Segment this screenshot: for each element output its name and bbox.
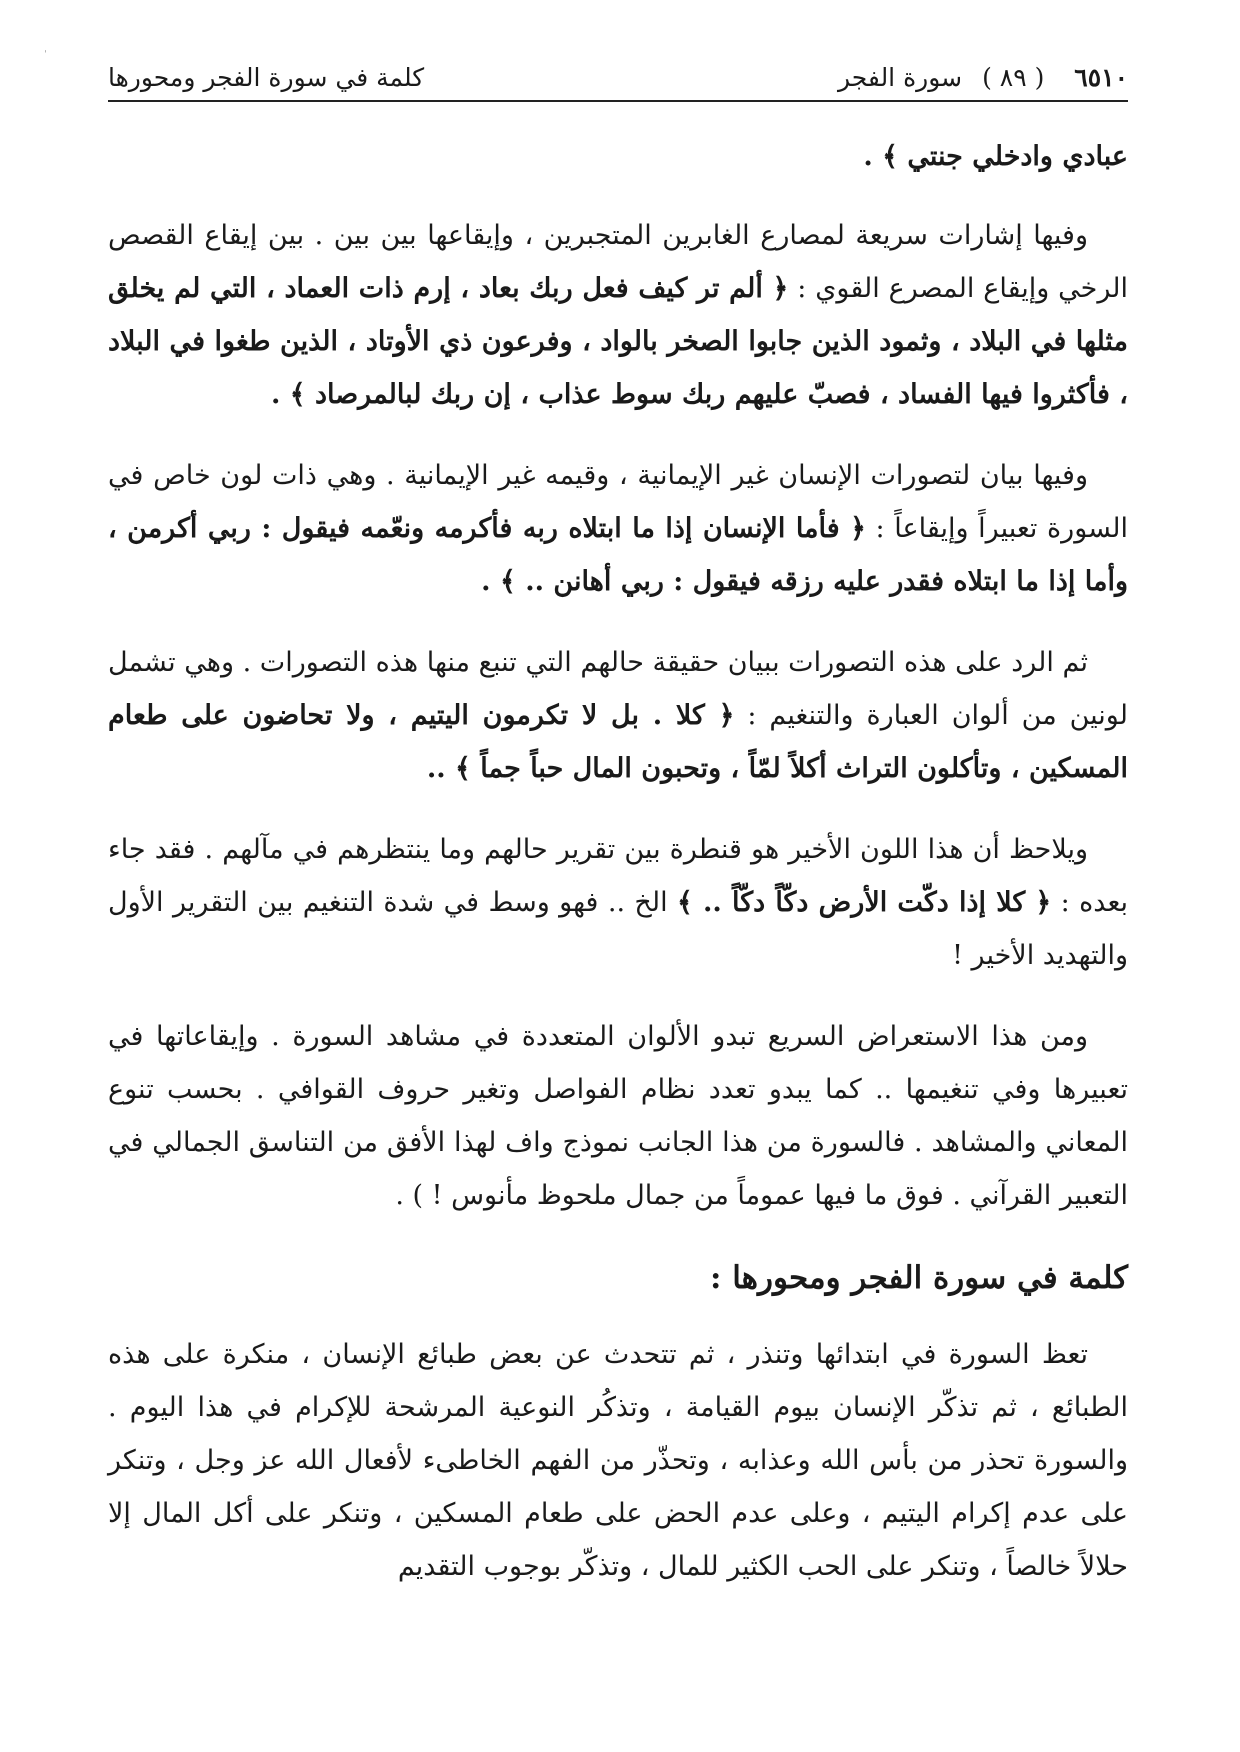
paragraph-4: [108, 636, 1128, 795]
header-page-info: [838, 56, 1128, 100]
verse-text: ﴿ كلا . بل لا تكرمون اليتيم ، ولا تحاضون على طعام المسكين ، وتأكلون التراث أكلاً لمّاً ، وتحبون المال حباً جماً ﴾ ..: [108, 700, 1128, 784]
running-header: [108, 56, 1128, 102]
sura-number: ( ٨٩ ): [982, 63, 1045, 92]
commentary-text: وفيها إشارات سريعة لمصارع الغابرين المتجبرين ، وإيقاعها بين بين . بين إيقاع القصص الرخي وإيقاع المصرع القوي :: [108, 220, 1128, 304]
sura-name: سورة الفجر: [837, 63, 963, 92]
page-content: [108, 130, 1128, 1593]
page-number: ٦٥١٠: [1074, 63, 1128, 92]
section-heading: كلمة في سورة الفجر ومحورها :: [709, 1260, 1128, 1296]
verse-text: ﴿ فأما الإنسان إذا ما ابتلاه ربه فأكرمه ونعّمه فيقول : ربي أكرمن ، وأما إذا ما ابتلاه فقدر عليه رزقه فيقول : ربي أهانن .. ﴾ .: [108, 513, 1128, 597]
scan-mark: ˈ: [44, 50, 47, 61]
paragraph-2: [108, 209, 1128, 421]
verse-text: ﴿ كلا إذا دكّت الأرض دكّاً دكّاً .. ﴾: [676, 887, 1052, 918]
commentary-text: ثم الرد على هذه التصورات ببيان حقيقة حالهم التي تنبع منها هذه التصورات . وهي تشمل لونين من ألوان العبارة والتنغيم :: [108, 647, 1128, 731]
book-page: [108, 56, 1128, 1621]
commentary-text: الخ .. فهو وسط في شدة التنغيم بين التقرير الأول والتهديد الأخير !: [108, 887, 1128, 971]
commentary-text: تعظ السورة في ابتدائها وتنذر ، ثم تتحدث عن بعض طبائع الإنسان ، منكرة على هذه الطبائع ، ثم تذكّر الإنسان بيوم القيامة ، وتذكُر النوعية المرشحة للإكرام في هذا اليوم . والسورة تحذر من بأس الله وعذابه ، وتحذّر من الفهم الخاطىء لأفعال الله عز وجل ، وتنكر على عدم إكرام اليتيم ، وعلى عدم الحض على طعام المسكين ، وتنكر على أكل المال إلا حلالاً خالصاً ، وتنكر على الحب الكثير للمال ، وتذكّر بوجوب التقديم: [108, 1339, 1128, 1582]
commentary-text: ويلاحظ أن هذا اللون الأخير هو قنطرة بين تقرير حالهم وما ينتظرهم في مآلهم . فقد جاء بعده :: [108, 834, 1129, 918]
verse-text: ﴿ ألم تر كيف فعل ربك بعاد ، إرم ذات العماد ، التي لم يخلق مثلها في البلاد ، وثمود الذين جابوا الصخر بالواد ، وفرعون ذي الأوتاد ، الذين طغوا في البلاد ، فأكثروا فيها الفساد ، فصبّ عليهم ربك سوط عذاب ، إن ربك لبالمرصاد ﴾ .: [108, 273, 1128, 410]
paragraph-3: [108, 449, 1128, 608]
paragraph-6: [108, 1010, 1128, 1222]
paragraph-7: [108, 1328, 1128, 1593]
paragraph-1: [108, 130, 1128, 183]
header-section-title: كلمة في سورة الفجر ومحورها: [108, 63, 425, 92]
paragraph-5: [108, 823, 1128, 982]
verse-text: عبادي وادخلي جنتي ﴾ .: [863, 141, 1128, 172]
commentary-text: وفيها بيان لتصورات الإنسان غير الإيمانية ، وقيمه غير الإيمانية . وهي ذات لون خاص في السورة تعبيراً وإيقاعاً :: [108, 460, 1128, 544]
commentary-text: ومن هذا الاستعراض السريع تبدو الألوان المتعددة في مشاهد السورة . وإيقاعاتها في تعبيرها وفي تنغيمها .. كما يبدو تعدد نظام الفواصل وتغير حروف القوافي . بحسب تنوع المعاني والمشاهد . فالسورة من هذا الجانب نموذج واف لهذا الأفق من التناسق الجمالي في التعبير القرآني . فوق ما فيها عموماً من جمال ملحوظ مأنوس ! ) .: [108, 1021, 1128, 1211]
